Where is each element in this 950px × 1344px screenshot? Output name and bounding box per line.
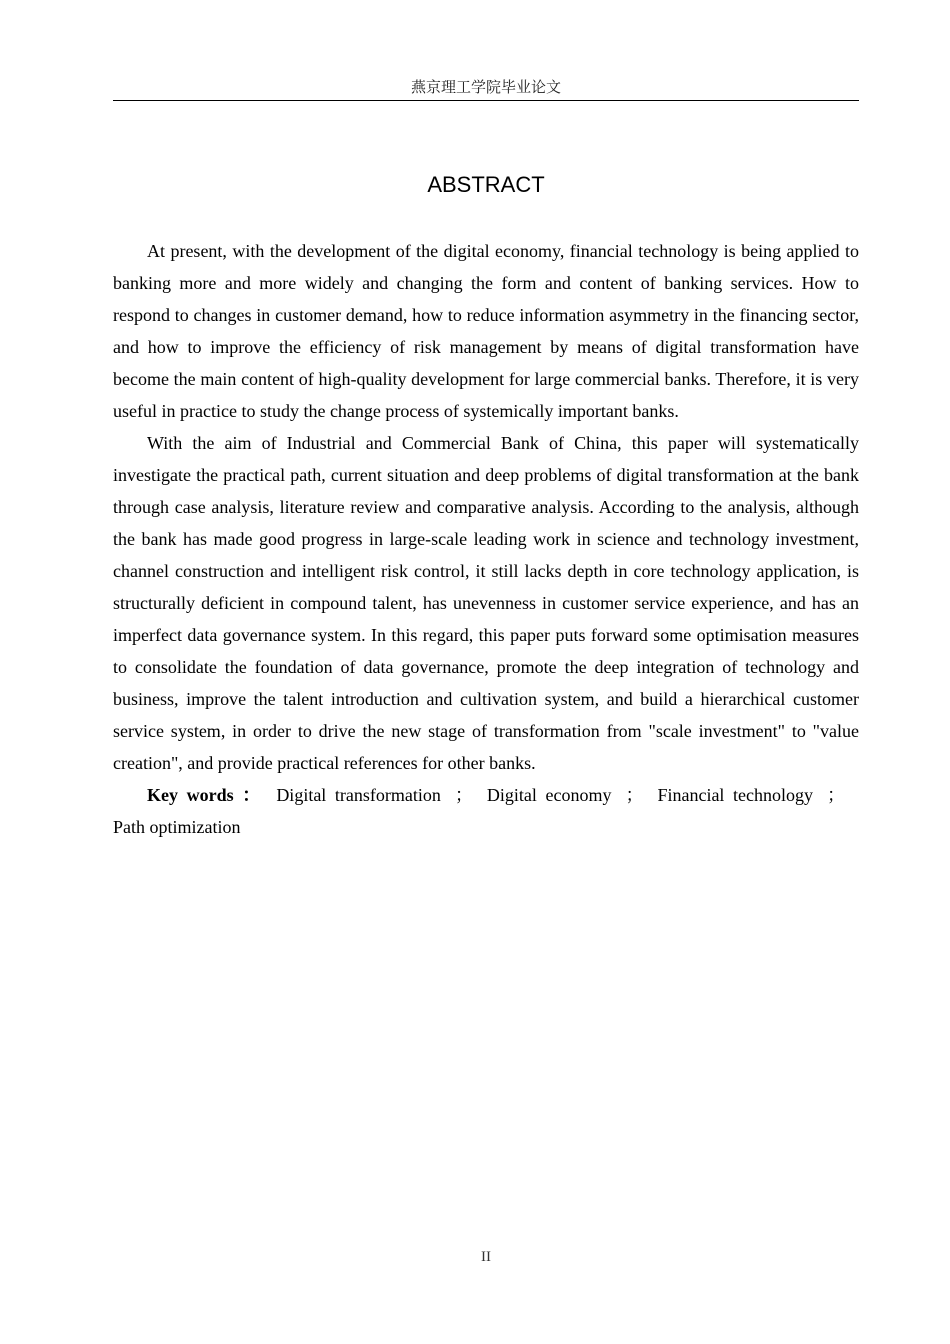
keywords-colon: ： <box>242 785 265 805</box>
abstract-body <box>113 235 859 843</box>
running-header: 燕京理工学院毕业论文 <box>410 78 561 96</box>
page-number: II <box>481 1249 491 1265</box>
abstract-title: ABSTRACT <box>427 172 545 197</box>
keyword-item: Path optimization <box>113 817 241 837</box>
keywords-line <box>113 779 859 843</box>
keyword-separator: ； <box>625 785 644 805</box>
keyword-separator: ； <box>454 785 473 805</box>
abstract-paragraph-1: At present, with the development of the digital economy, financial technology is being applied to banking more and more widely and changing the form and content of banking services. How to respond to changes in customer demand, how to reduce information asymmetry in the financing sector, and how to improve the efficiency of risk management by means of digital transformation have become the main content of high-quality development for large commercial banks. Therefore, it is very useful in practice to study the change process of systemically important banks. <box>113 241 859 421</box>
keyword-item: Financial technology <box>657 785 814 805</box>
header-rule <box>113 100 859 101</box>
keyword-separator: ； <box>827 785 846 805</box>
abstract-paragraph-2: With the aim of Industrial and Commercial Bank of China, this paper will systematically investigate the practical path, current situation and deep problems of digital transformation at the bank through case analysis, literature review and comparative analysis. According to the analysis, although the bank has made good progress in large-scale leading work in science and technology investment, channel construction and intelligent risk control, it still lacks depth in core technology application, is structurally deficient in compound talent, has unevenness in customer service experience, and has an imperfect data governance system. In this regard, this paper puts forward some optimisation measures to consolidate the foundation of data governance, promote the deep integration of technology and business, improve the talent introduction and cultivation system, and build a hierarchical customer service system, in order to drive the new stage of transformation from "scale investment" to "value creation", and provide practical references for other banks. <box>113 433 859 773</box>
keyword-item: Digital transformation <box>276 785 441 805</box>
keywords-label: Key words <box>147 785 234 805</box>
keyword-item: Digital economy <box>486 785 612 805</box>
